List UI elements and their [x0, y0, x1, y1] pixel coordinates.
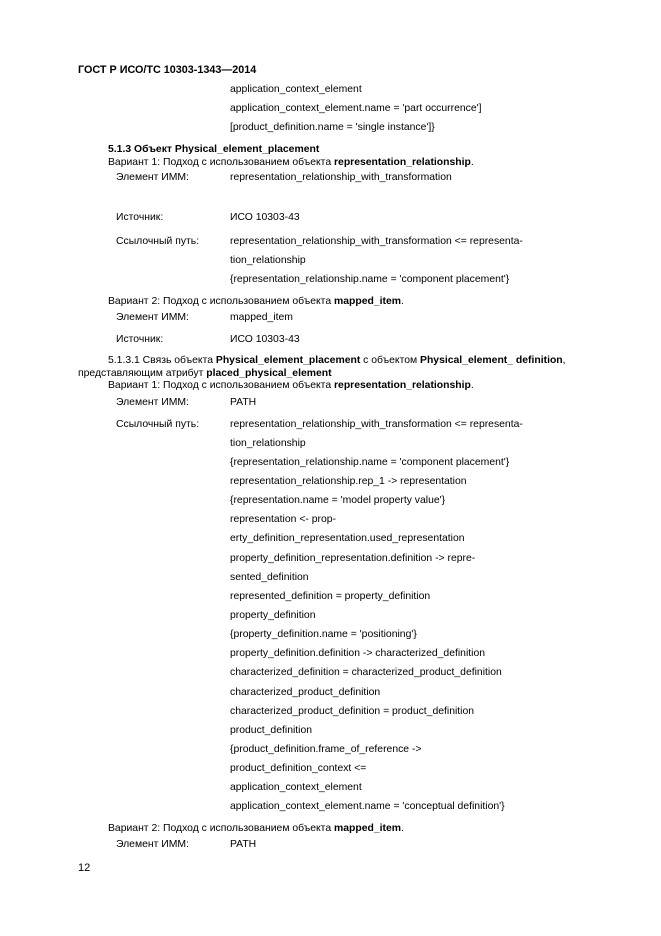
ref-path-line: application_context_element [230, 782, 362, 793]
ref-path-line: tion_relationship [230, 255, 306, 266]
aim-element-label: Элемент ИММ: [116, 397, 189, 408]
ref-path-line: representation_relationship_with_transformation <= representa- [230, 419, 523, 430]
source-value: ИСО 10303-43 [230, 334, 300, 345]
ref-path-line: {representation_relationship.name = 'component placement'} [230, 457, 510, 468]
variant-line: Вариант 1: Подход с использованием объекта representation_relationship. [108, 380, 474, 391]
variant-line: Вариант 1: Подход с использованием объекта representation_relationship. [108, 157, 474, 168]
ref-path-line: representation <- prop- [230, 514, 336, 525]
aim-element-label: Элемент ИММ: [116, 839, 189, 850]
variant-line: Вариант 2: Подход с использованием объекта mapped_item. [108, 296, 404, 307]
ref-path-label: Ссылочный путь: [116, 236, 200, 247]
subsection-paragraph: 5.1.3.1 Связь объекта Physical_element_placement с объектом Physical_element_ definition, [108, 355, 566, 366]
subsection-paragraph-cont: представляющим атрибут placed_physical_element [78, 368, 332, 379]
ref-path-line: representation_relationship.rep_1 -> representation [230, 476, 467, 487]
ref-path-line: sented_definition [230, 572, 309, 583]
ref-path-line: product_definition_context <= [230, 763, 367, 774]
ref-path-line: characterized_product_definition [230, 687, 381, 698]
ref-path-line: property_definition.definition -> characterized_definition [230, 648, 486, 659]
ref-path-line: product_definition [230, 725, 313, 736]
ref-path-line: tion_relationship [230, 438, 306, 449]
source-label: Источник: [116, 212, 164, 223]
ref-path-line: {property_definition.name = 'positioning'} [230, 629, 417, 640]
text-line: application_context_element.name = 'part occurrence'] [230, 103, 482, 114]
ref-path-line: application_context_element.name = 'conceptual definition'} [230, 801, 505, 812]
ref-path-line: property_definition [230, 610, 316, 621]
aim-element-value: mapped_item [230, 312, 293, 323]
aim-element-label: Элемент ИММ: [116, 312, 189, 323]
aim-element-value: PATH [230, 839, 257, 850]
text-line: application_context_element [230, 84, 362, 95]
ref-path-line: characterized_product_definition = product_definition [230, 706, 475, 717]
aim-element-value: representation_relationship_with_transformation [230, 172, 452, 183]
aim-element-label: Элемент ИММ: [116, 172, 189, 183]
ref-path-line: erty_definition_representation.used_representation [230, 533, 465, 544]
ref-path-line: {product_definition.frame_of_reference -> [230, 744, 422, 755]
section-heading: 5.1.3 Объект Physical_element_placement [108, 144, 320, 155]
ref-path-line: representation_relationship_with_transformation <= representa- [230, 236, 523, 247]
ref-path-line: property_definition_representation.definition -> repre- [230, 553, 476, 564]
text-line: [product_definition.name = 'single instance']} [230, 122, 435, 133]
ref-path-line: {representation.name = 'model property value'} [230, 495, 446, 506]
variant-line: Вариант 2: Подход с использованием объекта mapped_item. [108, 823, 404, 834]
document-header: ГОСТ Р ИСО/ТС 10303-1343—2014 [78, 64, 257, 76]
ref-path-line: characterized_definition = characterized_product_definition [230, 667, 502, 678]
ref-path-line: represented_definition = property_definition [230, 591, 431, 602]
source-value: ИСО 10303-43 [230, 212, 300, 223]
ref-path-line: {representation_relationship.name = 'component placement'} [230, 274, 510, 285]
page-number: 12 [78, 862, 91, 874]
aim-element-value: PATH [230, 397, 257, 408]
source-label: Источник: [116, 334, 164, 345]
ref-path-label: Ссылочный путь: [116, 419, 200, 430]
